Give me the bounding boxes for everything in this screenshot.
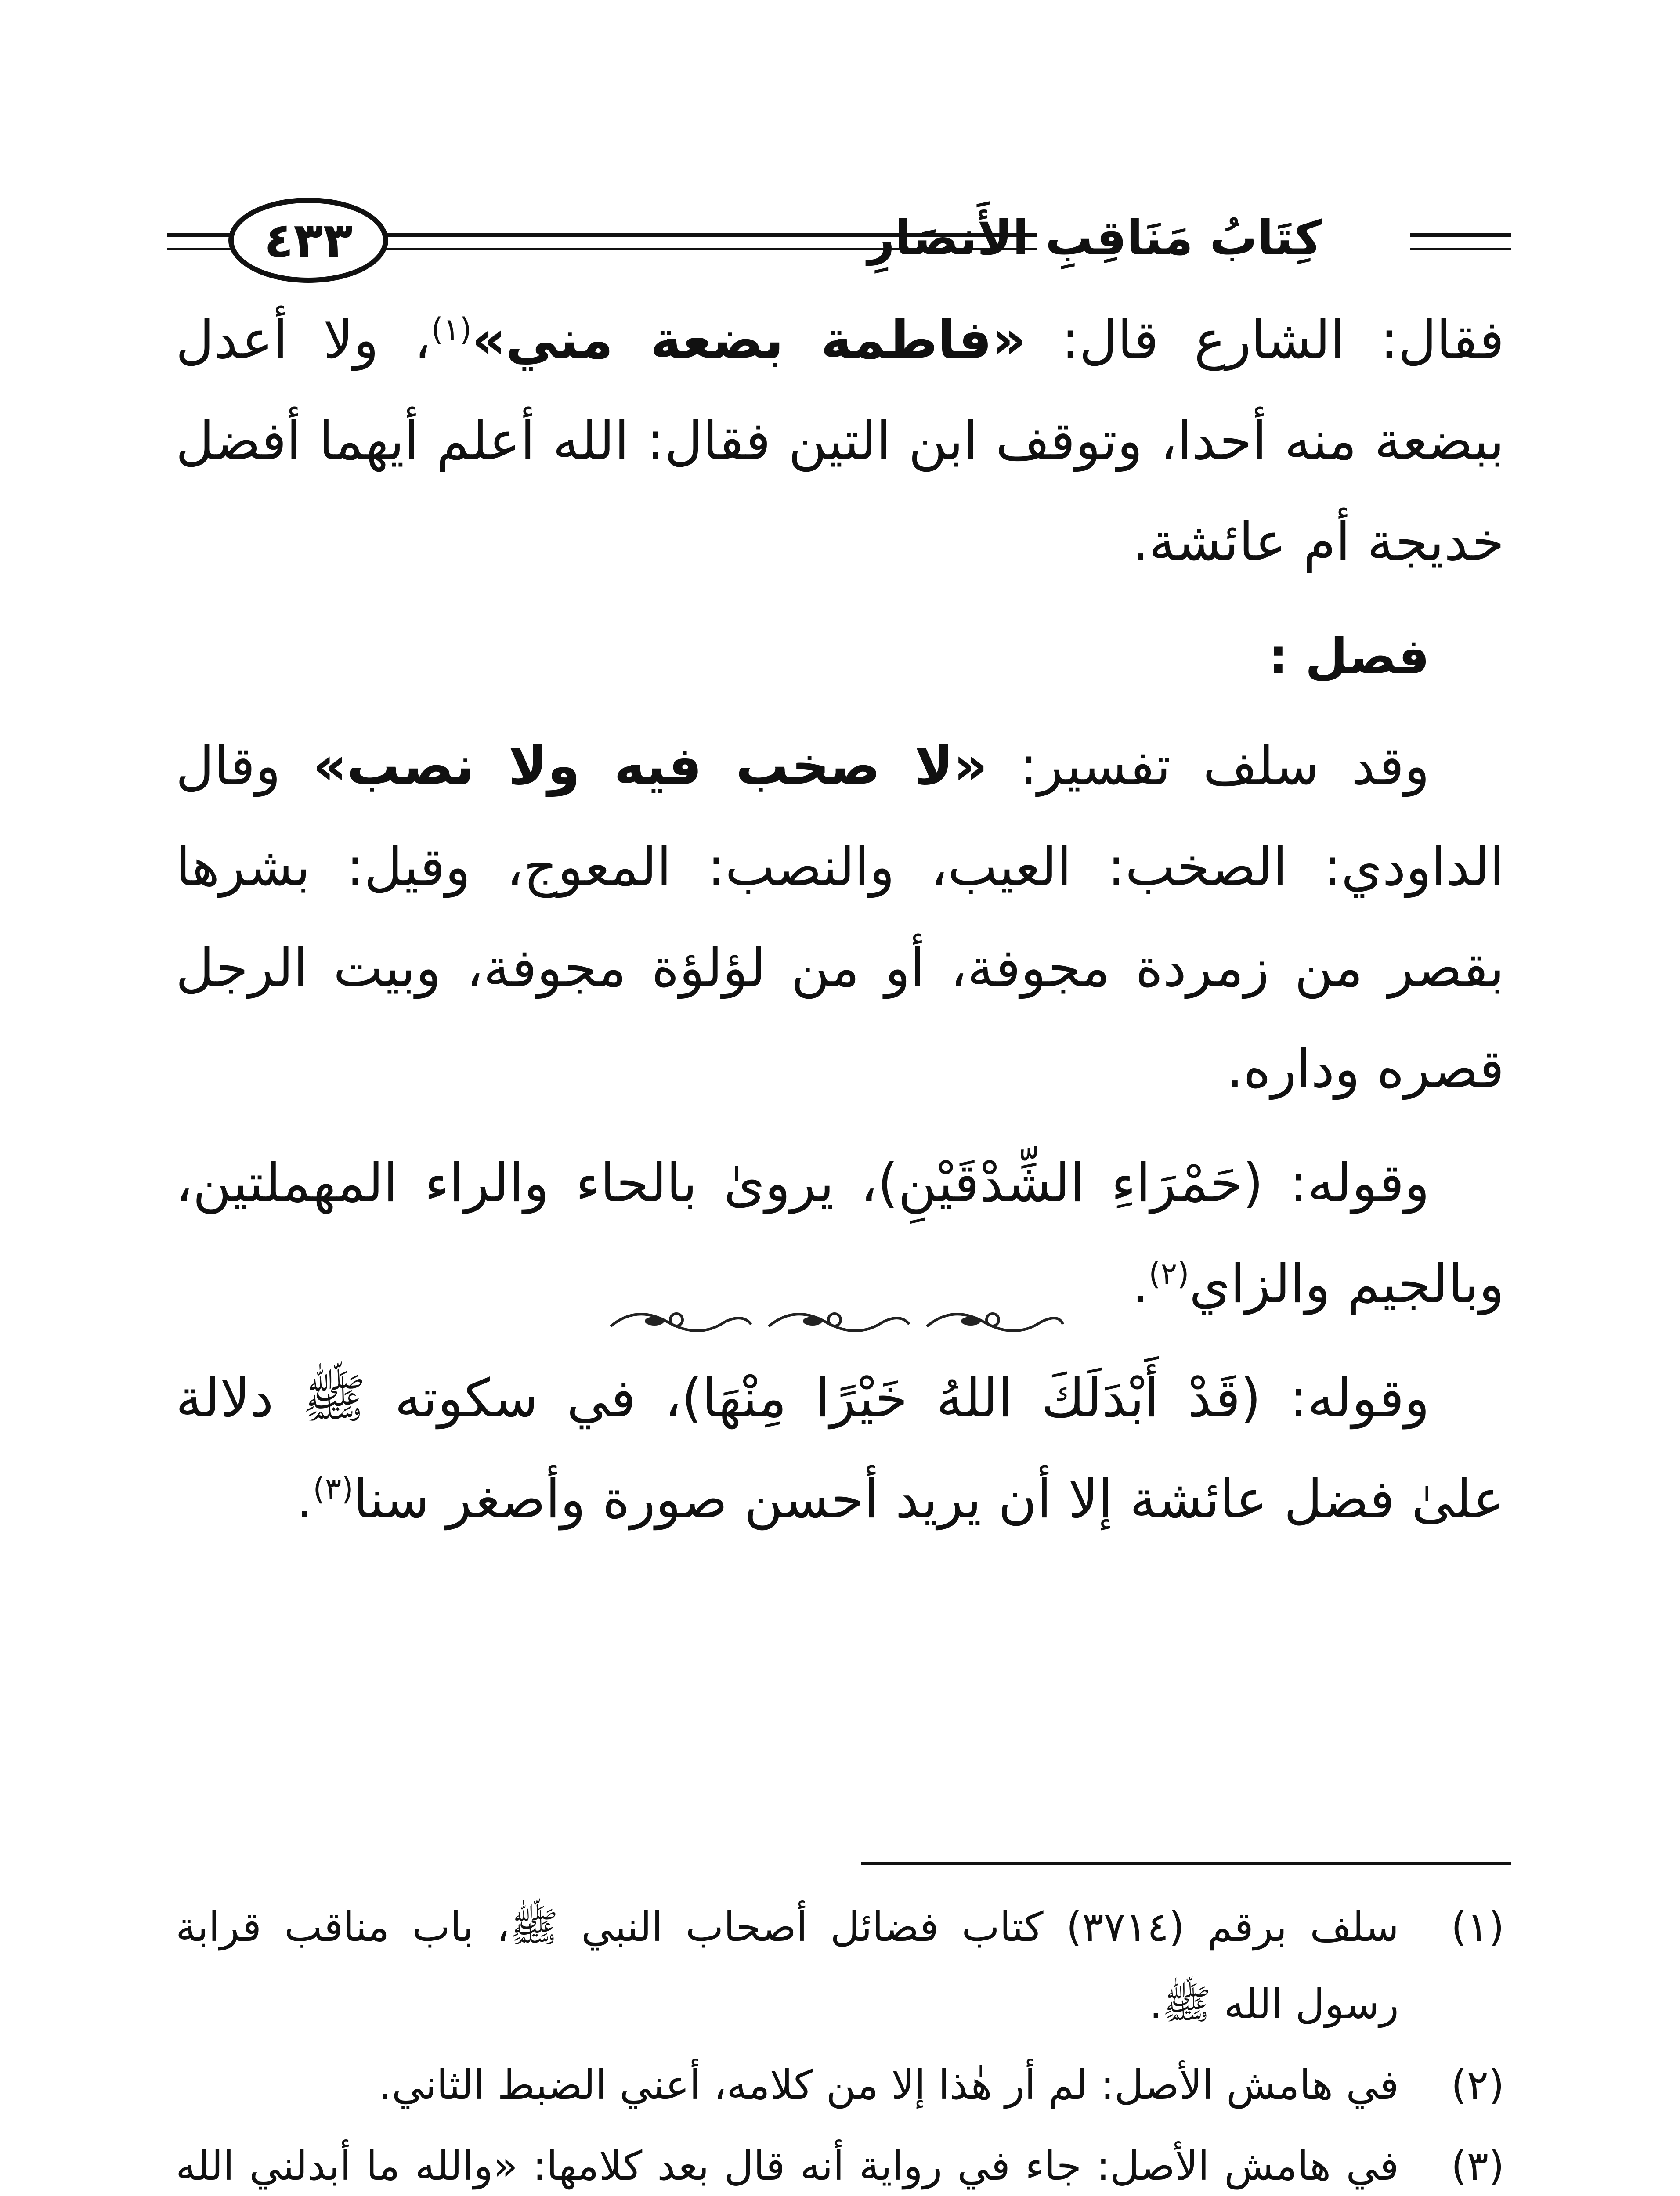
header-rule-right-bottom [1410,248,1511,250]
footnote-number: (٢) [1451,2062,1504,2109]
p2-quote: «لا صخب فيه ولا نصب» [313,736,988,797]
footnote-marker-1: (١) [431,311,472,347]
footnotes [176,1889,1504,2196]
header-rule-right-top [1410,233,1511,237]
header-rule-middle-top [378,233,1037,237]
footnote-marker-3: (٣) [313,1471,354,1507]
p2-text-continued: وقال الداودي: الصخب: العيب، والنصب: المعوج، وقيل: بشرها بقصر من زمردة مجوفة، أو من لؤلؤة مجوفة، وبيت الرجل قصره وداره. [176,736,1504,1100]
footnote-number: (١) [1451,1903,1504,1950]
footnote-text: في هامش الأصل: جاء في رواية أنه قال بعد كلامها: «والله ما أبدلني الله [176,2142,1399,2189]
footnote-2 [176,2047,1504,2124]
header-rule-left-top [167,233,233,237]
footnote-marker-2: (٢) [1149,1256,1189,1292]
book-title: كِتَابُ مَنَاقِبِ الأَنصَارِ [867,211,1322,266]
page-number: ٤٣٣ [228,198,388,283]
running-header [167,193,1511,299]
footnote-text: سلف برقم (٣٧١٤) كتاب فضائل أصحاب النبي ﷺ، باب مناقب قرابة رسول الله ﷺ. [176,1903,1399,2028]
footnote-separator [861,1862,1511,1865]
header-rule-left-bottom [167,248,233,250]
footnote-text: في هامش الأصل: لم أر هٰذا إلا من كلامه، أعني الضبط الثاني. [379,2062,1399,2109]
p3-end: . [1132,1254,1149,1315]
paragraph-2 [176,716,1504,1120]
p1-quote: «فاطمة بضعة مني» [471,310,1026,371]
p3-text: وقوله: (حَمْرَاءِ الشِّدْقَيْنِ)، يروىٰ بالحاء والراء المهملتين، وبالجيم والزاي [176,1153,1504,1315]
paragraph-4 [176,1348,1504,1550]
p1-text-continued: ، ولا أعدل ببضعة منه أحدا، وتوقف ابن التين فقال: الله أعلم أيهما أفضل خديجة أم عائشة. [176,310,1504,573]
paragraph-1 [176,290,1504,593]
header-rule-middle-bottom [378,248,1037,250]
p2-text: وقد سلف تفسير: [987,736,1430,797]
p4-end: . [296,1469,313,1530]
footnote-1 [176,1889,1504,2043]
main-text [176,290,1504,1564]
footnote-3 [176,2127,1504,2196]
p4-text: وقوله: (قَدْ أَبْدَلَكَ اللهُ خَيْرًا مِنْهَا)، في سكوته ﷺ دلالة علىٰ فضل عائشة إلا أن يريد أحسن صورة وأصغر سنا [176,1368,1504,1530]
p1-text: فقال: الشارع قال: [1026,310,1504,371]
section-end-ornament-icon [602,1300,1067,1344]
section-heading: فصل : [1268,628,1430,685]
footnote-number: (٣) [1451,2142,1504,2189]
